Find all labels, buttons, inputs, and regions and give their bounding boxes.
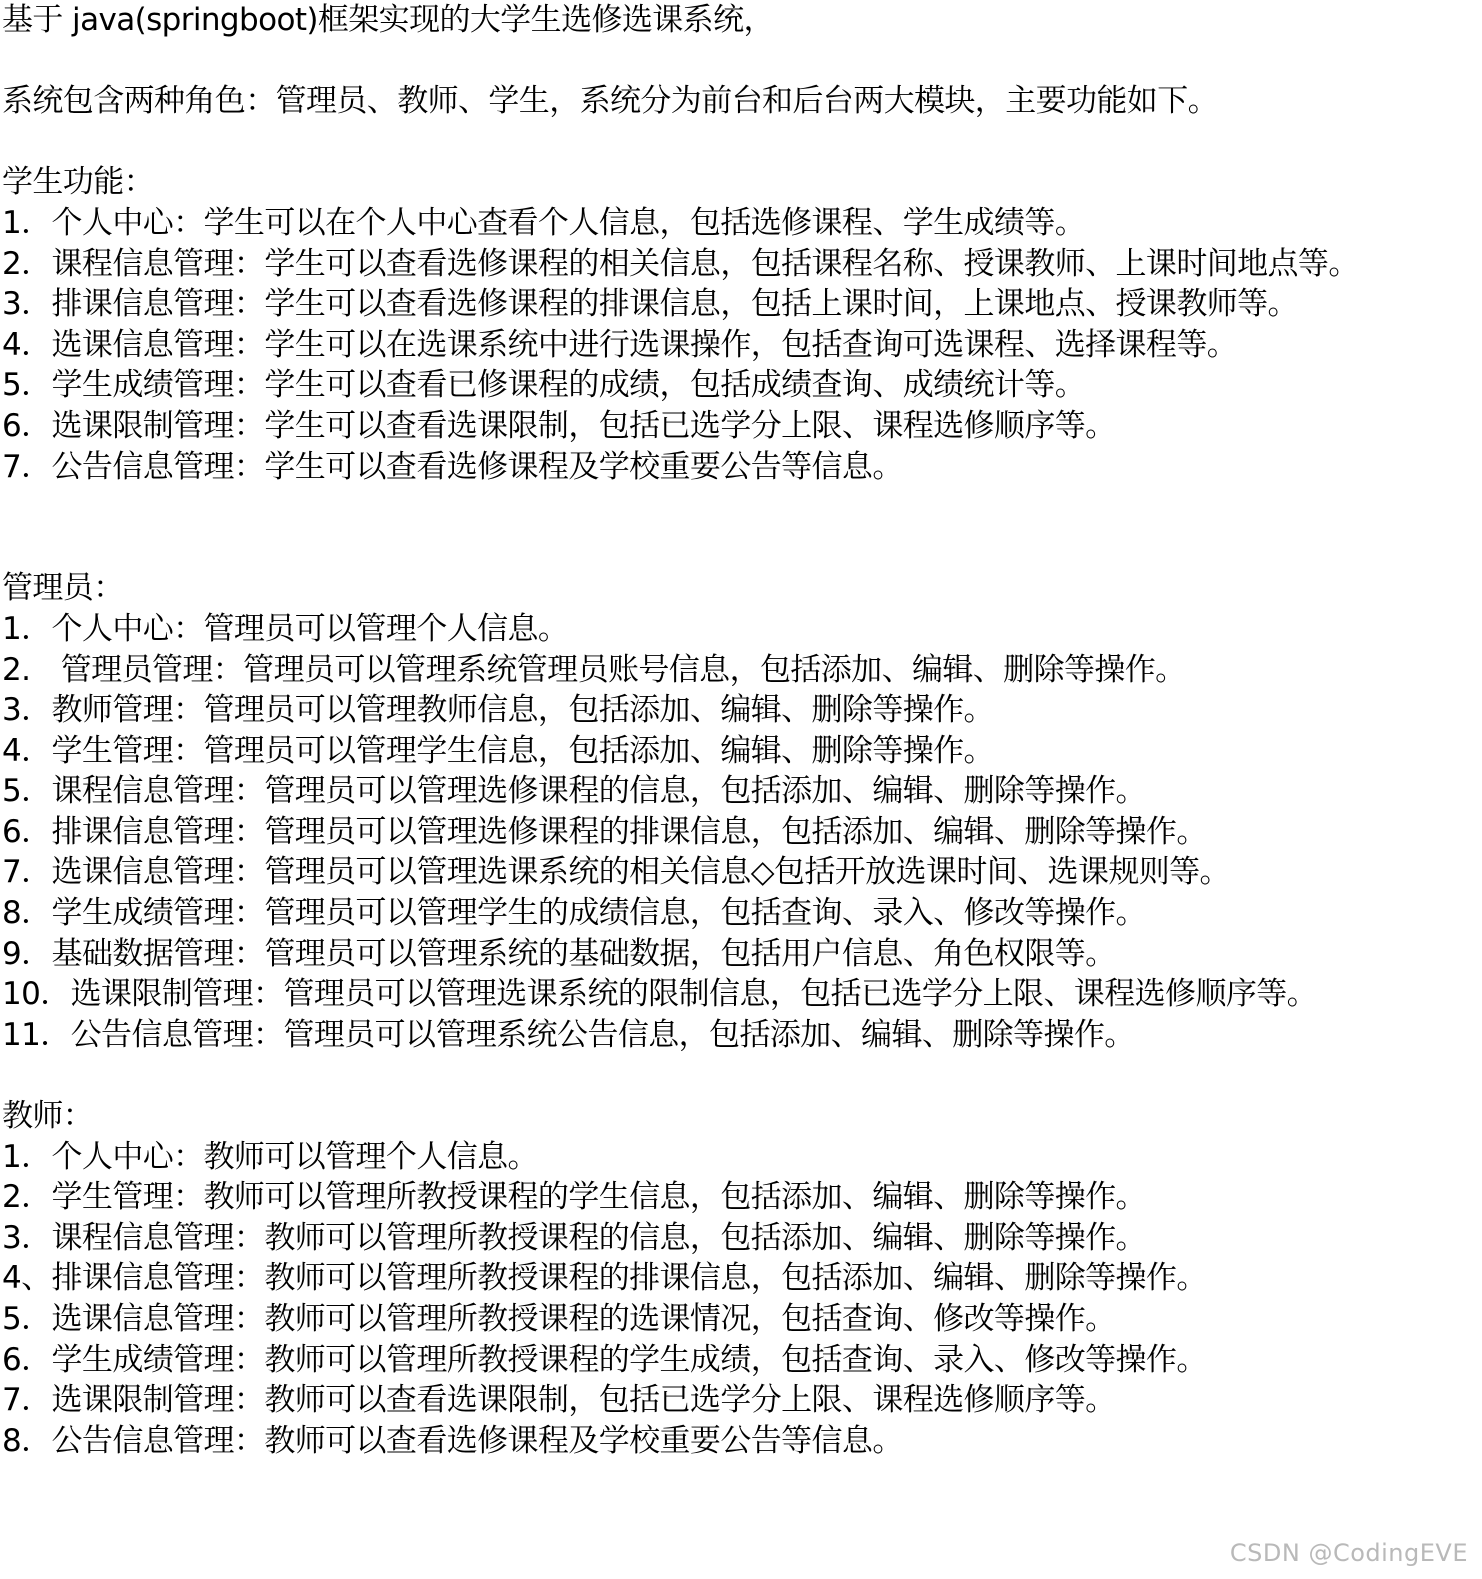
spacer xyxy=(2,1055,1480,1096)
list-item: 5．学生成绩管理：学生可以查看已修课程的成绩，包括成绩查询、成绩统计等。 xyxy=(2,367,1086,404)
list-item: 4、排课信息管理：教师可以管理所教授课程的排课信息，包括添加、编辑、删除等操作。 xyxy=(2,1260,1207,1297)
list-item: 10．选课限制管理：管理员可以管理选课系统的限制信息，包括已选学分上限、课程选修顺序等。 xyxy=(2,976,1318,1013)
spacer xyxy=(2,41,1480,82)
list-item: 7．公告信息管理：学生可以查看选修课程及学校重要公告等信息。 xyxy=(2,448,903,485)
list-item: 6．学生成绩管理：教师可以管理所教授课程的学生成绩，包括查询、录入、修改等操作。 xyxy=(2,1341,1207,1378)
student-heading: 学生功能： xyxy=(2,164,154,201)
list-item: 7．选课信息管理：管理员可以管理选课系统的相关信息◇包括开放选课时间、选课规则等。 xyxy=(2,854,1230,891)
list-item: 2. 管理员管理：管理员可以管理系统管理员账号信息，包括添加、编辑、删除等操作。 xyxy=(2,651,1186,688)
list-item: 3．排课信息管理：学生可以查看选修课程的排课信息，包括上课时间，上课地点、授课教师等。 xyxy=(2,286,1298,323)
list-item: 1．个人中心：学生可以在个人中心查看个人信息，包括选修课程、学生成绩等。 xyxy=(2,204,1086,241)
intro-paragraph: 系统包含两种角色：管理员、教师、学生，系统分为前台和后台两大模块，主要功能如下。 xyxy=(2,83,1218,120)
list-item: 8．公告信息管理：教师可以查看选修课程及学校重要公告等信息。 xyxy=(2,1422,903,1459)
admin-section xyxy=(2,568,1480,1055)
list-item: 6．排课信息管理：管理员可以管理选修课程的排课信息，包括添加、编辑、删除等操作。 xyxy=(2,813,1207,850)
list-item: 9．基础数据管理：管理员可以管理系统的基础数据，包括用户信息、角色权限等。 xyxy=(2,935,1116,972)
list-item: 5．选课信息管理：教师可以管理所教授课程的选课情况，包括查询、修改等操作。 xyxy=(2,1301,1116,1337)
list-item: 8．学生成绩管理：管理员可以管理学生的成绩信息，包括查询、录入、修改等操作。 xyxy=(2,895,1146,932)
spacer xyxy=(2,487,1480,568)
spacer xyxy=(2,122,1480,163)
list-item: 4．选课信息管理：学生可以在选课系统中进行选课操作，包括查询可选课程、选择课程等。 xyxy=(2,326,1238,363)
list-item: 1．个人中心：管理员可以管理个人信息。 xyxy=(2,610,569,647)
list-item: 6．选课限制管理：学生可以查看选课限制，包括已选学分上限、课程选修顺序等。 xyxy=(2,407,1116,444)
list-item: 2．课程信息管理：学生可以查看选修课程的相关信息，包括课程名称、授课教师、上课时间地点等。 xyxy=(2,245,1359,282)
teacher-section xyxy=(2,1096,1480,1461)
teacher-heading: 教师： xyxy=(2,1098,94,1135)
list-item: 2．学生管理：教师可以管理所教授课程的学生信息，包括添加、编辑、删除等操作。 xyxy=(2,1179,1146,1216)
list-item: 4．学生管理：管理员可以管理学生信息，包括添加、编辑、删除等操作。 xyxy=(2,732,994,769)
document-body xyxy=(2,0,1480,1461)
list-item: 5．课程信息管理：管理员可以管理选修课程的信息，包括添加、编辑、删除等操作。 xyxy=(2,773,1146,810)
document-title: 基于 java(springboot)框架实现的大学生选修选课系统， xyxy=(2,2,774,38)
list-item: 11．公告信息管理：管理员可以管理系统公告信息，包括添加、编辑、删除等操作。 xyxy=(2,1016,1135,1053)
list-item: 3．课程信息管理：教师可以管理所教授课程的信息，包括添加、编辑、删除等操作。 xyxy=(2,1219,1146,1256)
list-item: 7．选课限制管理：教师可以查看选课限制，包括已选学分上限、课程选修顺序等。 xyxy=(2,1382,1116,1419)
admin-heading: 管理员： xyxy=(2,570,124,607)
watermark-text: CSDN @CodingEVE xyxy=(1229,1539,1468,1567)
list-item: 3．教师管理：管理员可以管理教师信息，包括添加、编辑、删除等操作。 xyxy=(2,692,994,729)
student-section xyxy=(2,162,1480,487)
list-item: 1．个人中心：教师可以管理个人信息。 xyxy=(2,1138,538,1175)
